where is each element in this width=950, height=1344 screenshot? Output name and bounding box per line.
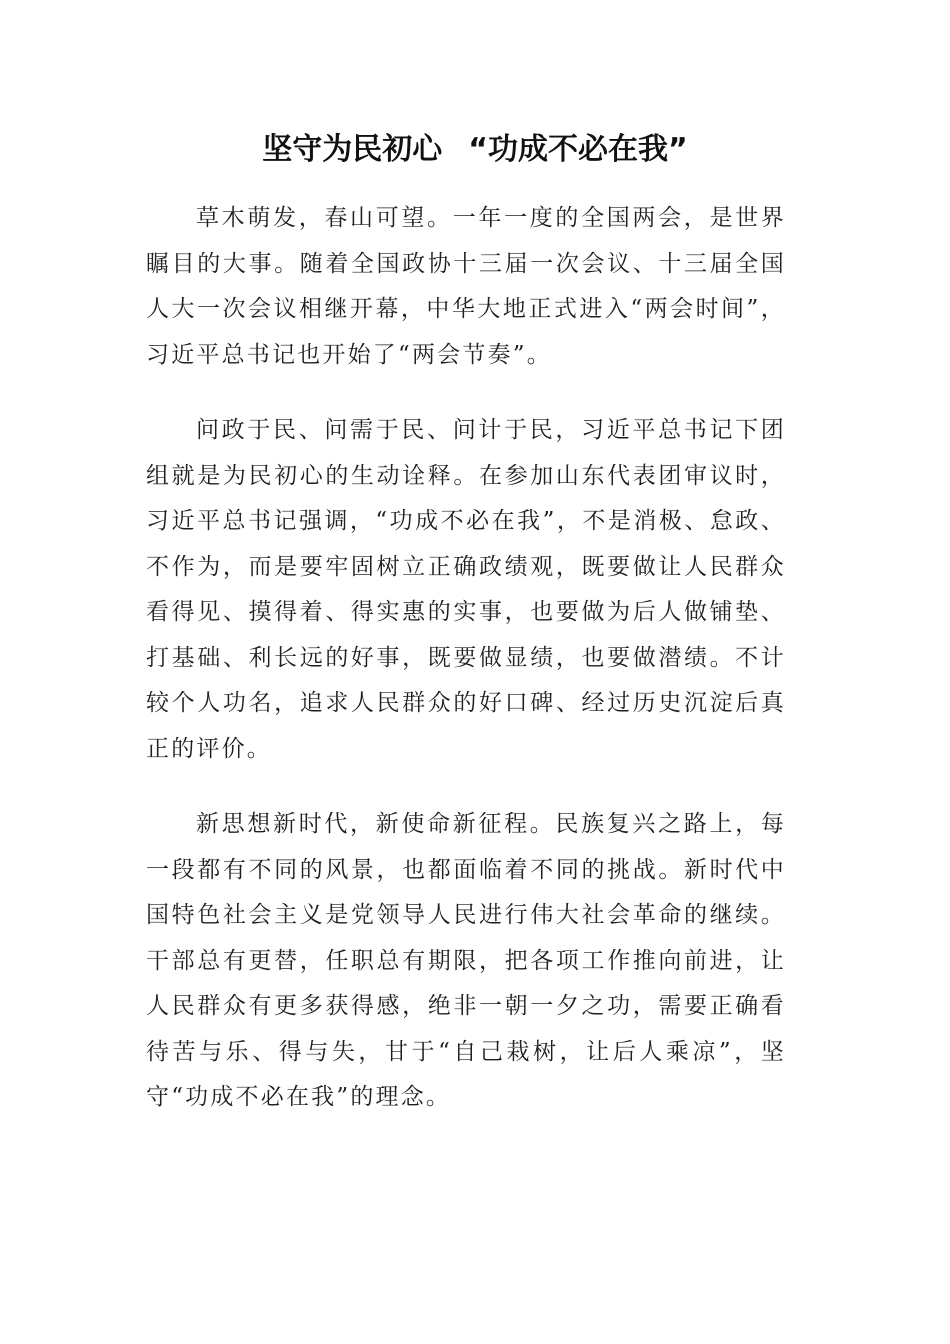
title-quote: “功成不必在我”: [468, 132, 688, 167]
document-title: [0, 128, 950, 172]
paragraph-1: 草木萌发，春山可望。一年一度的全国两会，是世界瞩目的大事。随着全国政协十三届一次会议、十三届全国人大一次会议相继开幕，中华大地正式进入“两会时间”，习近平总书记也开始了“两会节奏”。: [146, 205, 786, 368]
paragraph-3: 新思想新时代，新使命新征程。民族复兴之路上，每一段都有不同的风景，也都面临着不同的挑战。新时代中国特色社会主义是党领导人民进行伟大社会革命的继续。干部总有更替，任职总有期限，把各项工作推向前进，让人民群众有更多获得感，绝非一朝一夕之功，需要正确看待苦与乐、得与失，甘于“自己栽树，让后人乘凉”，坚守“功成不必在我”的理念。: [146, 811, 786, 1110]
document-body: [146, 196, 786, 1151]
paragraph-2: 问政于民、问需于民、问计于民，习近平总书记下团组就是为民初心的生动诠释。在参加山东代表团审议时，习近平总书记强调，“功成不必在我”，不是消极、怠政、不作为，而是要牢固树立正确政绩观，既要做让人民群众看得见、摸得着、得实惠的实事，也要做为后人做铺垫、打基础、利长远的好事，既要做显绩，也要做潜绩。不计较个人功名，追求人民群众的好口碑、经过历史沉淀后真正的评价。: [146, 417, 786, 762]
title-main: 坚守为民初心: [262, 132, 443, 167]
